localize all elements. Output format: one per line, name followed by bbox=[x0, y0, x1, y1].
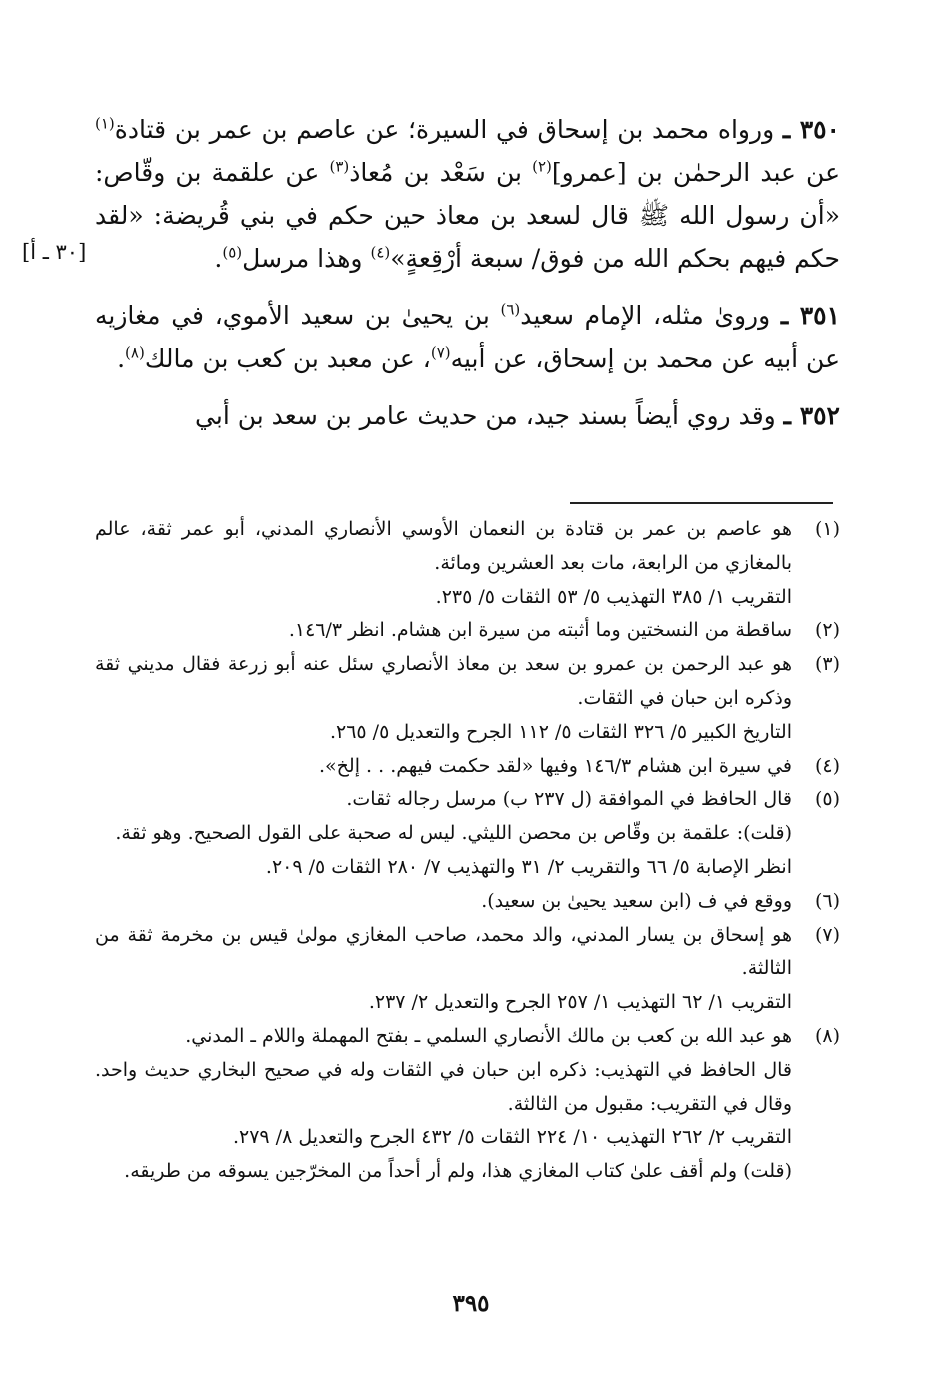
footnote-line: انظر الإصابة ٥/ ٦٦ والتقريب ٢/ ٣١ والتهذيب ٧/ ٢٨٠ الثقات ٥/ ٢٠٩. bbox=[265, 855, 792, 878]
text-run: ورواه محمد بن إسحاق في السيرة؛ عن عاصم بن عمر بن قتادة bbox=[114, 115, 783, 144]
footnote-line: (قلت) ولم أقف علىٰ كتاب المغازي هذا، ولم أر أحداً من المخرّجين يسوقه من طريقه. bbox=[124, 1160, 792, 1183]
footnote-body bbox=[95, 919, 792, 1020]
footnote-line: هو عبد الله بن كعب بن مالك الأنصاري السلمي ـ بفتح المهملة واللام ـ المدني. bbox=[185, 1024, 792, 1047]
footnote-number: (٧) bbox=[814, 923, 840, 946]
footnote-number: (٣) bbox=[814, 653, 840, 676]
paragraph-351 bbox=[95, 294, 840, 380]
footnote-number: (٨) bbox=[814, 1024, 840, 1047]
footnote-ref-3[interactable]: (٣) bbox=[329, 157, 350, 176]
footnote-ref-1[interactable]: (١) bbox=[95, 114, 115, 133]
footnote-7 bbox=[95, 919, 840, 1020]
footnote-body bbox=[95, 614, 792, 648]
footnote-line: التقريب ٢/ ٢٦٢ التهذيب ١٠/ ٢٢٤ الثقات ٥/ ٤٣٢ الجرح والتعديل ٨/ ٢٧٩. bbox=[232, 1126, 792, 1149]
footnote-number: (٢) bbox=[814, 619, 840, 642]
text-run: ورویٰ مثله، الإمام سعيد bbox=[520, 301, 781, 330]
footnote-ref-4[interactable]: (٤) bbox=[370, 243, 391, 262]
footnote-line: التاريخ الكبير ٥/ ٣٢٦ الثقات ٥/ ١١٢ الجرح والتعديل ٥/ ٢٦٥. bbox=[329, 720, 792, 743]
footnote-line: قال الحافظ في التهذيب: ذكره ابن حبان في الثقات وله في صحيح البخاري حديث واحد. وقال في التقريب: مقبول من الثالثة. bbox=[95, 1058, 792, 1115]
footnote-4 bbox=[95, 750, 840, 784]
paragraph-number: ٣٥٠ ـ bbox=[782, 115, 840, 144]
text-run: عن علقمة بن وقّاص: «أن رسول الله ﷺ قال لسعد بن معاذ حين حكم في بني قُريضة: «لقد حكم فيهم بحكم الله من فوق/ سبعة أرْقِعةٍ» bbox=[95, 158, 840, 273]
text-run: . bbox=[214, 244, 223, 273]
paragraph-number: ٣٥١ ـ bbox=[780, 301, 841, 330]
text-run: . bbox=[117, 344, 126, 373]
text-run: وهذا مرسل bbox=[242, 244, 371, 273]
footnote-3 bbox=[95, 648, 840, 749]
footnote-line: ساقطة من النسختين وما أثبته من سيرة ابن هشام. انظر ١٤٦/٣. bbox=[288, 619, 792, 642]
footnote-line: هو عاصم بن عمر بن قتادة بن النعمان الأوسي الأنصاري المدني، أبو عمر ثقة، عالم بالمغازي من الرابعة، مات بعد العشرين ومائة. bbox=[95, 518, 792, 574]
footnote-body bbox=[95, 648, 792, 749]
text-run: بن سَعْد بن مُعاذ bbox=[349, 158, 533, 187]
paragraph-number: ٣٥٢ ـ bbox=[783, 401, 840, 430]
footnote-5 bbox=[95, 783, 840, 884]
footnote-ref-2[interactable]: (٢) bbox=[532, 157, 552, 176]
footnote-2 bbox=[95, 614, 840, 648]
footnote-line: قال الحافظ في الموافقة (ل ٢٣٧ ب) مرسل رجاله ثقات. bbox=[346, 788, 792, 811]
paragraph-352 bbox=[95, 394, 840, 437]
footnote-separator bbox=[570, 502, 833, 504]
footnote-body bbox=[95, 750, 792, 784]
footnote-ref-7[interactable]: (٧) bbox=[430, 343, 451, 362]
footnote-ref-8[interactable]: (٨) bbox=[125, 343, 145, 362]
footnote-number: (٤) bbox=[814, 754, 840, 777]
footnote-line: التقريب ١/ ٦٢ التهذيب ١/ ٢٥٧ الجرح والتعديل ٢/ ٢٣٧. bbox=[368, 991, 792, 1014]
footnote-line: هو عبد الرحمن بن عمرو بن سعد بن معاذ الأنصاري سئل عنه أبو زرعة فقال مديني ثقة وذكره ابن حبان في الثقات. bbox=[95, 653, 792, 709]
text-run: ، عن معبد بن كعب بن مالك bbox=[144, 344, 431, 373]
footnote-number: (٦) bbox=[814, 889, 840, 912]
footnote-ref-6[interactable]: (٦) bbox=[500, 300, 521, 319]
footnote-6 bbox=[95, 885, 840, 919]
footnote-line: في سيرة ابن هشام ١٤٦/٣ وفيها «لقد حكمت فيهم. . . إلخ». bbox=[319, 754, 792, 777]
footnote-body bbox=[95, 783, 792, 884]
footnotes bbox=[95, 513, 840, 1189]
manuscript-folio-marker: [٣٠ ـ أ] bbox=[22, 240, 87, 264]
text-run: عن عبد الرحمٰن بن [عمرو] bbox=[551, 158, 840, 187]
paragraph-350 bbox=[95, 108, 840, 280]
footnote-ref-5[interactable]: (٥) bbox=[222, 243, 243, 262]
footnote-body bbox=[95, 513, 792, 614]
footnote-body bbox=[95, 885, 792, 919]
footnote-line: هو إسحاق بن يسار المدني، والد محمد، صاحب المغازي مولىٰ قيس بن مخرمة ثقة من الثالثة. bbox=[95, 923, 792, 980]
footnote-number: (٥) bbox=[814, 788, 840, 811]
footnote-line: ووقع في ف (ابن سعيد يحيىٰ بن سعيد). bbox=[481, 889, 792, 912]
main-text bbox=[95, 108, 840, 437]
text-run: وقد روي أيضاً بسند جيد، من حديث عامر بن سعد بن أبي bbox=[195, 401, 784, 430]
text-run: بن يحيىٰ بن سعيد الأموي، في مغازيه عن أبيه عن محمد بن إسحاق، عن أبيه bbox=[95, 301, 840, 373]
footnote-8 bbox=[95, 1020, 840, 1189]
footnote-line: (قلت): علقمة بن وقّاص بن محصن الليثي. ليس له صحبة على القول الصحيح. وهو ثقة. bbox=[115, 822, 792, 845]
footnote-1 bbox=[95, 513, 840, 614]
page-number: ٣٩٥ bbox=[452, 1290, 490, 1317]
footnote-number: (١) bbox=[814, 518, 840, 540]
footnote-line: التقريب ١/ ٣٨٥ التهذيب ٥/ ٥٣ الثقات ٥/ ٢٣٥. bbox=[435, 585, 792, 608]
footnote-body bbox=[95, 1020, 792, 1189]
